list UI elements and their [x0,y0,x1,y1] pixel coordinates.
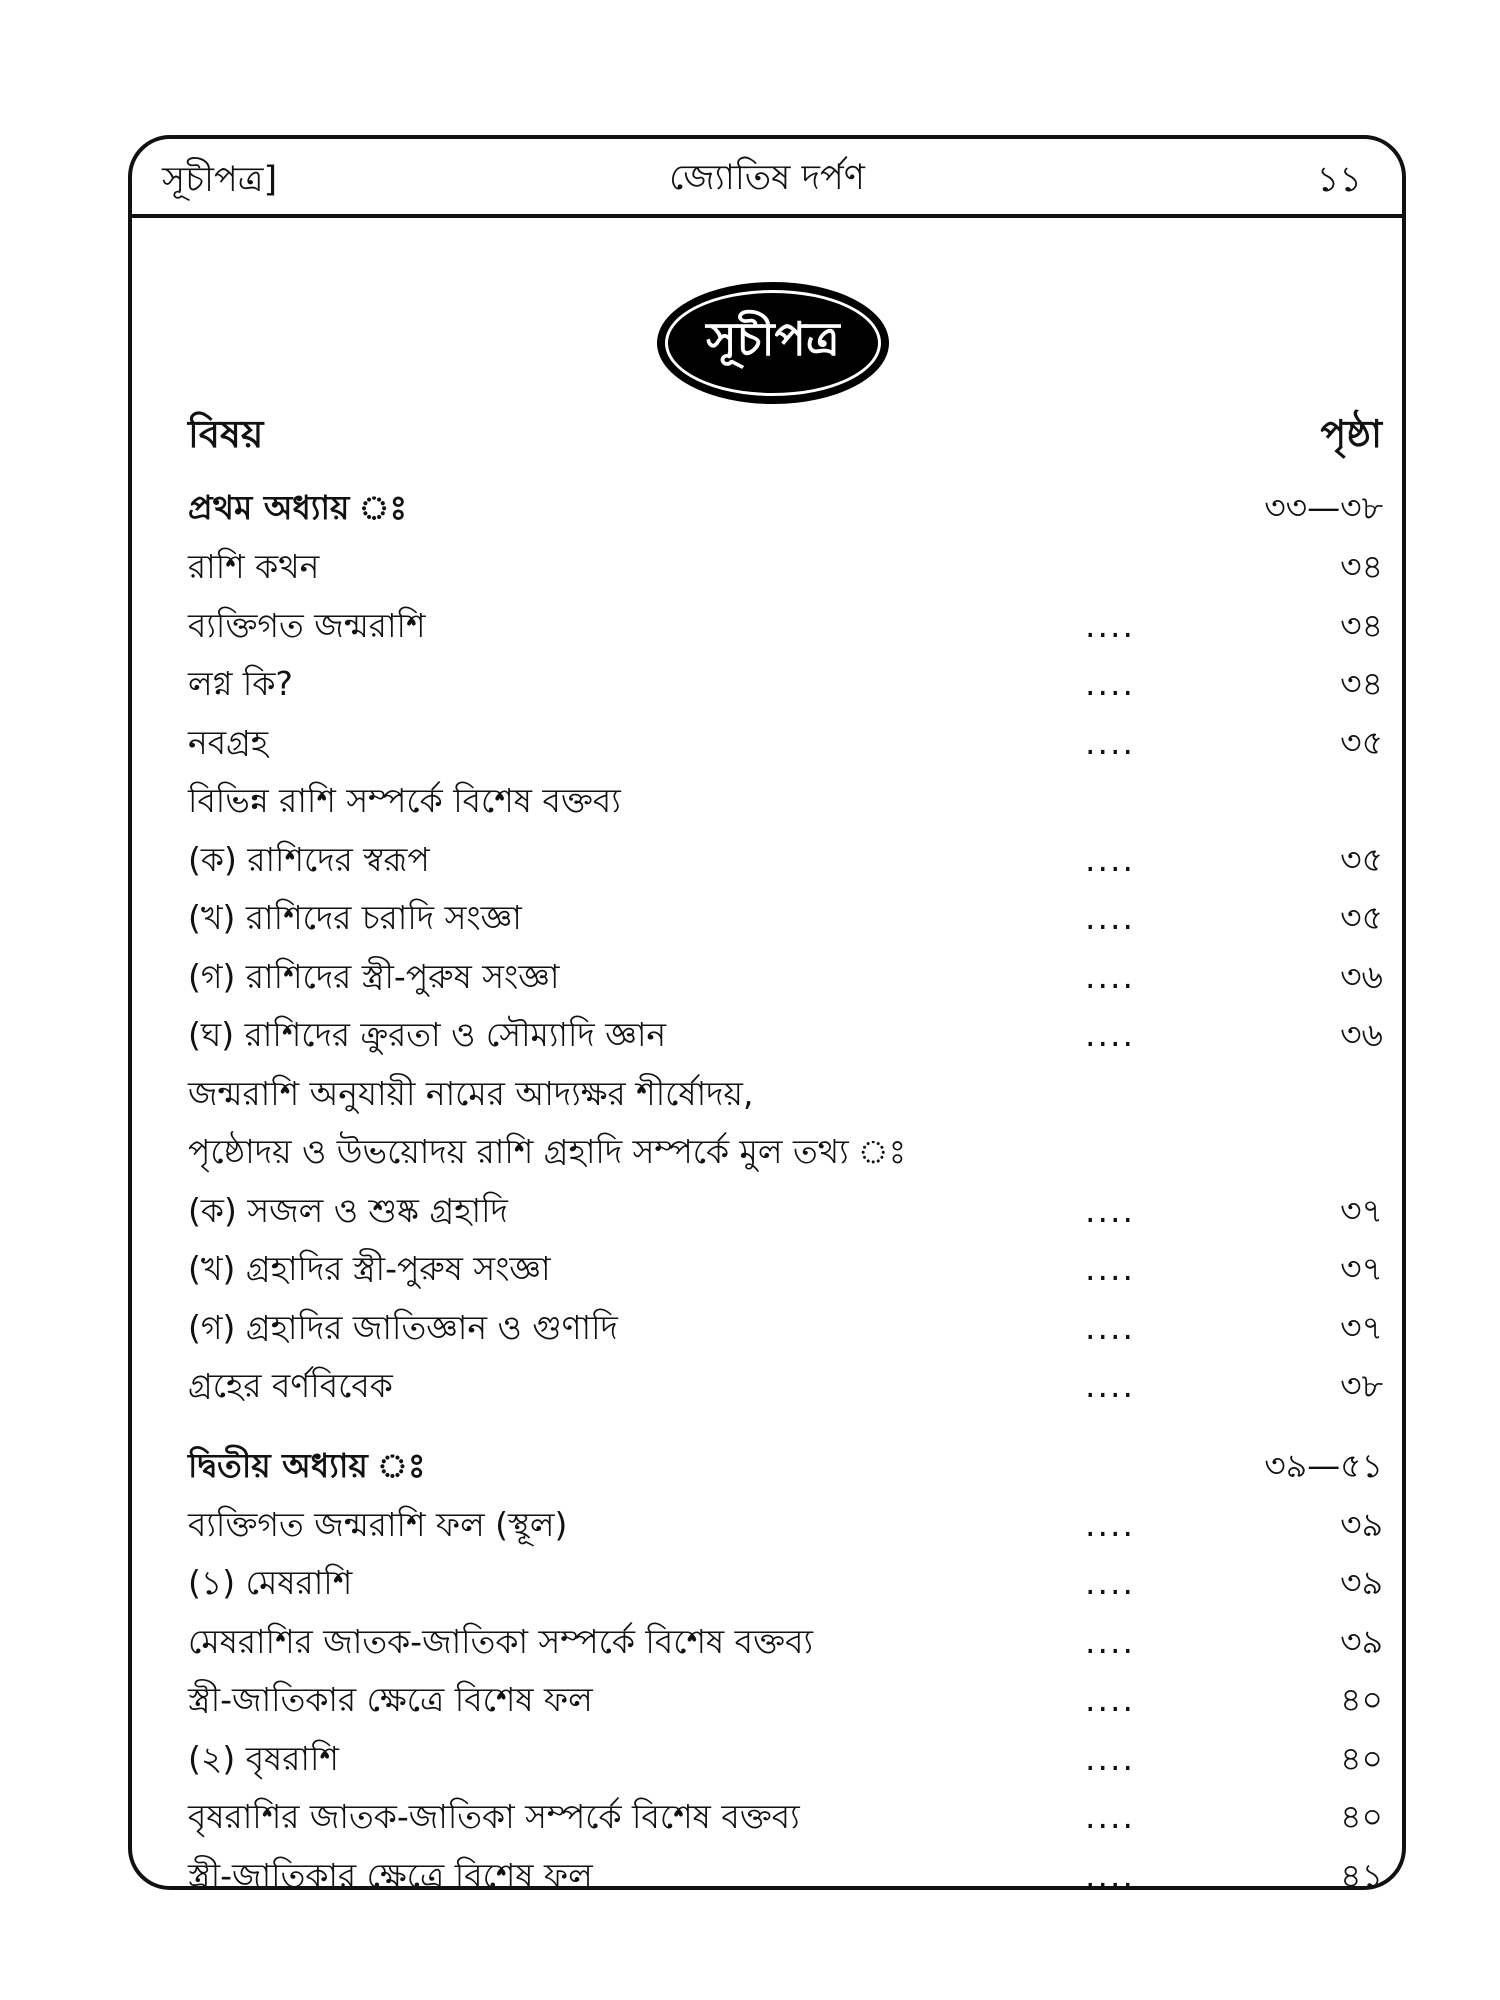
toc-title: বিভিন্ন রাশি সম্পর্কে বিশেষ বক্তব্য [188,781,621,820]
toc-entry [188,655,1383,714]
toc-title: লগ্ন কি? [188,664,293,703]
toc-page: ৩৫ [1340,839,1383,879]
toc-leader: .... [1085,1563,1135,1602]
toc-title: (ঘ) রাশিদের ক্রুরতা ও সৌম্যাদি জ্ঞান [188,1015,667,1054]
toc-title: (গ) রাশিদের স্ত্রী-পুরুষ সংজ্ঞা [188,956,560,996]
toc-title: (২) বৃষরাশি [188,1738,339,1778]
toc-entry [188,1299,1383,1358]
toc-entry [188,1496,1383,1555]
toc-entry [188,1006,1383,1065]
toc-title: স্ত্রী-জাতিকার ক্ষেত্রে বিশেষ ফল [188,1680,593,1719]
toc-page: ৩৯—৫১ [1264,1445,1383,1485]
toc-entry [188,1788,1383,1847]
toc-leader: .... [1085,1015,1135,1054]
toc-page: ৩৩—৩৮ [1264,488,1383,527]
toc-page: ৩৮ [1340,1366,1383,1405]
toc-leader: .... [1085,664,1135,703]
toc-title: (খ) রাশিদের চরাদি সংজ্ঞা [188,898,522,937]
toc-chapter [188,478,1383,538]
toc-title: পৃষ্ঠোদয় ও উভয়োদয় রাশি গ্রহাদি সম্পর্কে মুল তথ্য ঃ [188,1132,907,1171]
toc-entry [188,772,1383,831]
contents-badge-ring [665,290,881,396]
toc-entry [188,1554,1383,1613]
toc-page: ৩৫ [1340,898,1383,937]
toc-leader: .... [1085,605,1135,645]
toc-entry [188,831,1383,890]
toc-title: স্ত্রী-জাতিকার ক্ষেত্রে বিশেষ ফল [188,1855,593,1895]
toc-page: ৪০ [1340,1680,1383,1719]
toc-leader: .... [1085,722,1135,762]
toc-page: ৩৫ [1340,722,1383,762]
toc-entry [188,1671,1383,1730]
toc-leader: .... [1085,1190,1135,1230]
toc-entry [188,1357,1383,1416]
toc-leader: .... [1085,1504,1135,1544]
toc-title: নবগ্রহ [188,722,269,762]
toc-entry [188,1613,1383,1672]
toc-title: (ক) সজল ও শুষ্ক গ্রহাদি [188,1190,508,1230]
toc-page: ৩৬ [1340,1015,1383,1054]
toc-title: (ক) রাশিদের স্বরূপ [188,839,430,879]
toc-page: ৩৭ [1340,1249,1383,1288]
toc-page: ৩৯ [1340,1621,1383,1661]
running-header [132,138,1402,218]
toc-entry [188,889,1383,948]
subject-column-heading: বিষয় [188,412,264,456]
toc-page: ৪০ [1340,1797,1383,1836]
toc-title: (খ) গ্রহাদির স্ত্রী-পুরুষ সংজ্ঞা [188,1249,551,1288]
page-column-heading: পৃষ্ঠা [1320,412,1382,456]
toc-leader: .... [1085,1680,1135,1719]
toc-page: ৩৯ [1340,1504,1383,1544]
toc-entry [188,714,1383,773]
toc-title: মেষরাশির জাতক-জাতিকা সম্পর্কে বিশেষ বক্তব্য [188,1621,814,1661]
toc-leader: .... [1085,1621,1135,1661]
toc-page: ৩৭ [1340,1307,1383,1347]
toc-leader: .... [1085,1797,1135,1836]
toc-title: (গ) গ্রহাদির জাতিজ্ঞান ও গুণাদি [188,1307,618,1347]
toc-title: জন্মরাশি অনুযায়ী নামের আদ্যক্ষর শীর্ষোদয়, [188,1073,754,1113]
header-rule [132,214,1402,218]
toc-title: দ্বিতীয় অধ্যায় ঃ [188,1445,426,1485]
toc-chapter [188,1436,1383,1496]
contents-badge-label: সূচীপত্র [706,312,840,366]
toc-entry [188,948,1383,1007]
header-book-title: জ্যোতিষ দর্পণ [669,158,865,198]
toc-leader: .... [1085,1366,1135,1405]
header-section-label: সূচীপত্র] [162,160,278,200]
contents-badge [657,282,889,404]
toc-entry [188,1240,1383,1299]
toc-page: ৩৭ [1340,1190,1383,1230]
toc-leader: .... [1085,1855,1135,1895]
header-page-number: ১১ [1316,160,1362,200]
toc-page: ৩৪ [1340,664,1383,703]
toc-entry [188,1123,1383,1182]
toc-page: ৩৬ [1340,956,1383,996]
toc-entry [188,1065,1383,1124]
toc-entry [188,597,1383,656]
toc-title: (১) মেষরাশি [188,1563,353,1602]
toc-entry [188,538,1383,597]
toc-leader: .... [1085,1307,1135,1347]
toc-leader: .... [1085,1738,1135,1778]
toc-leader: .... [1085,898,1135,937]
toc-leader: .... [1085,839,1135,879]
toc-title: গ্রহের বর্ণবিবেক [188,1366,393,1405]
toc-leader: .... [1085,1249,1135,1288]
toc-title: রাশি কথন [188,547,320,586]
toc-page: ৩৯ [1340,1563,1383,1602]
toc-entry [188,1182,1383,1241]
toc-leader: .... [1085,956,1135,996]
toc-title: বৃষরাশির জাতক-জাতিকা সম্পর্কে বিশেষ বক্তব্য [188,1797,800,1836]
toc-page: ৪১ [1340,1855,1383,1895]
table-of-contents [188,478,1383,1905]
toc-page: ৩৪ [1340,547,1383,586]
toc-title: প্রথম অধ্যায় ঃ [188,488,408,527]
toc-page: ৩৪ [1340,605,1383,645]
toc-page: ৪০ [1340,1738,1383,1778]
toc-entry [188,1847,1383,1906]
toc-entry [188,1730,1383,1789]
toc-title: ব্যক্তিগত জন্মরাশি ফল (স্থূল) [188,1504,568,1544]
toc-title: ব্যক্তিগত জন্মরাশি [188,605,426,645]
